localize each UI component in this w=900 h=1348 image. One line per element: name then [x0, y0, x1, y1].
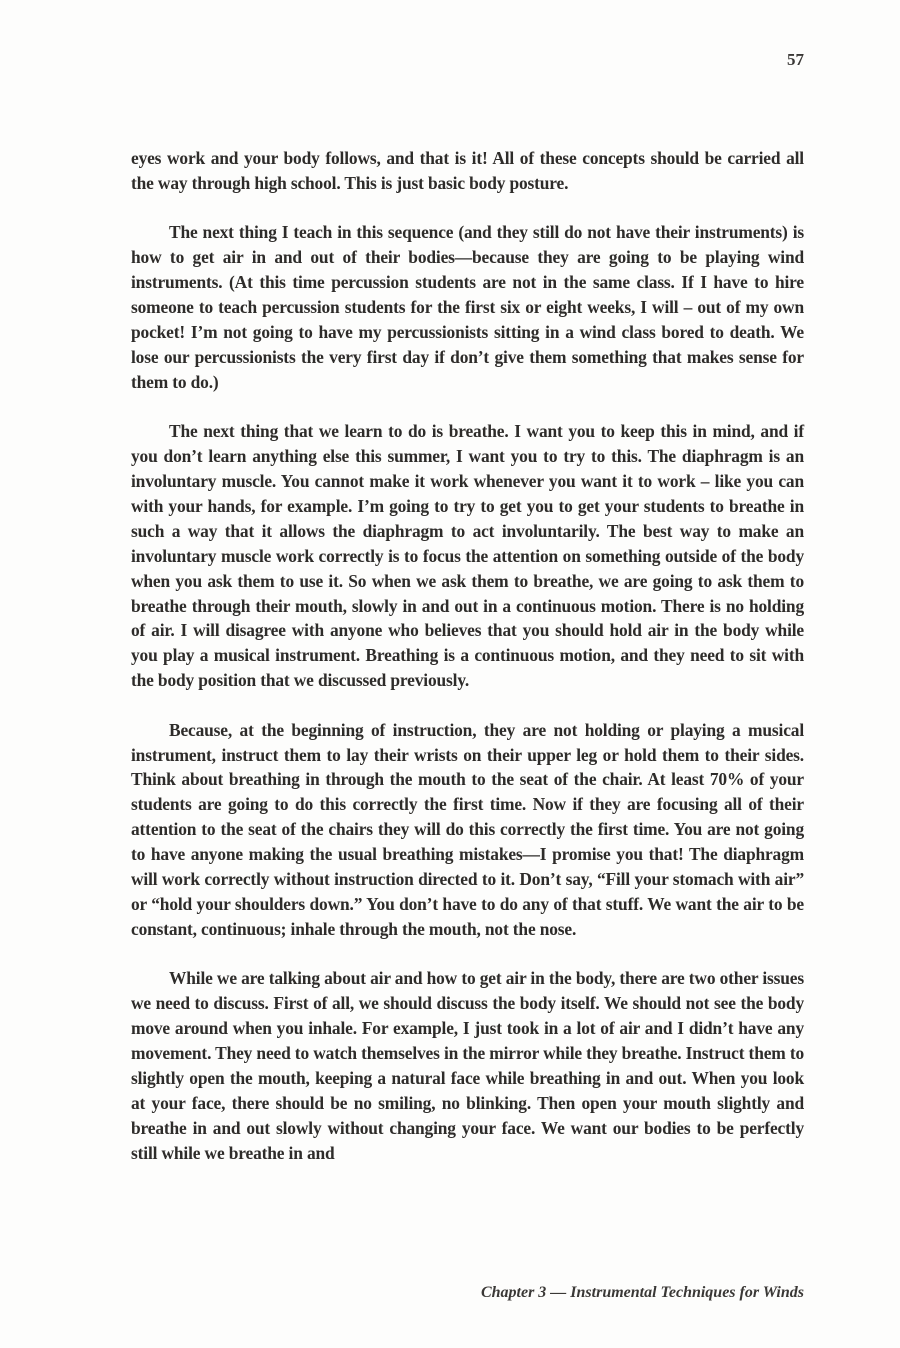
paragraph-4: Because, at the beginning of instruction, they are not holding or playing a musical instrument, instruct them to lay their wrists on their upper leg or hold them to their sides. Think about breathing in through the mouth to the seat of the chair. At least 70% of your students are going to do this correctly the first time. Now if they are focusing all of their attention to the seat of the chairs they will do this correctly the first time. You are not going to have anyone making the usual breathing mistakes—I promise you that! The diaphragm will work correctly without instruction directed to it. Don’t say, “Fill your stomach with air” or “hold your shoulders down.” You don’t have to do any of that stuff. We want the air to be constant, continuous; inhale through the mouth, not the nose.	[131, 719, 804, 939]
paragraph-2: The next thing I teach in this sequence (and they still do not have their instruments) is how to get air in and out of their bodies—because they are going to be playing wind instruments. (At this time percussion students are not in the same class. If I have to hire someone to teach percussion students for the first six or eight weeks, I will – out of my own pocket! I’m not going to have my percussionists sitting in a wind class bored to death. We lose our percussionists the very first day if don’t give them something that makes sense for them to do.)	[131, 222, 804, 392]
paragraph-5: While we are talking about air and how to get air in the body, there are two other issues we need to discuss. First of all, we should discuss the body itself. We should not see the body move around when you inhale. For example, I just took in a lot of air and I didn’t have any movement. They need to watch themselves in the mirror while they breathe. Instruct them to slightly open the mouth, keeping a natural face while breathing in and out. When you look at your face, there should be no smiling, no blinking. Then open your mouth slightly and breathe in and out slowly without changing your face. We want our bodies to be perfectly still while we breathe in and	[131, 968, 805, 1163]
body-text	[131, 146, 804, 1166]
running-footer: Chapter 3 — Instrumental Techniques for Winds	[480, 1284, 804, 1301]
paragraph-3: The next thing that we learn to do is breathe. I want you to keep this in mind, and if you don’t learn anything else this summer, I want you to try to this. The diaphragm is an involuntary muscle. You cannot make it work whenever you want it to work – like you can with your hands, for example. I’m going to try to get you to get your students to breathe in such a way that it allows the diaphragm to act involuntarily. The best way to make an involuntary muscle work correctly is to focus the attention on something outside of the body when you ask them to use it. So when we ask them to breathe, we are going to ask them to breathe through their mouth, slowly in and out in a continuous motion. There is no holding of air. I will disagree with anyone who believes that you should hold air in the body while you play a musical instrument. Breathing is a continuous motion, and they need to sit with the body position that we discussed previously.	[131, 421, 804, 691]
paragraph-1: eyes work and your body follows, and that is it! All of these concepts should be carried all the way through high school. This is just basic body posture.	[131, 148, 804, 193]
page-number: 57	[787, 50, 804, 69]
